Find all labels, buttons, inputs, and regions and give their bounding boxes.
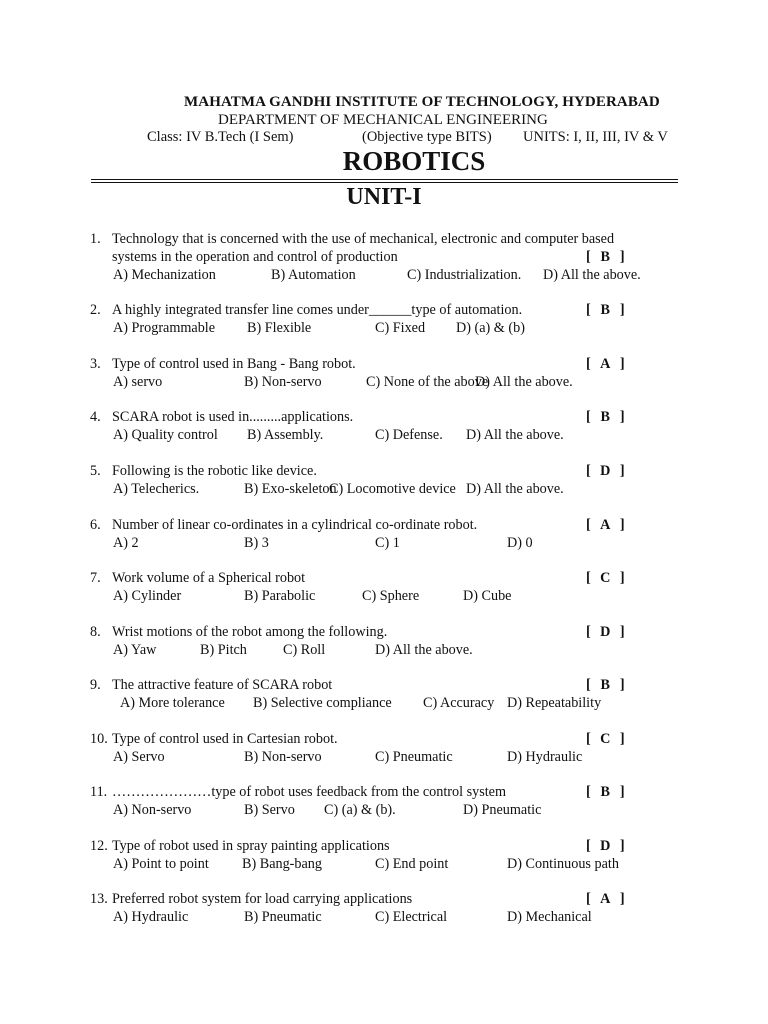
answer-key: A [600,356,611,372]
answer-key: A [600,891,611,907]
institute-name: MAHATMA GANDHI INSTITUTE OF TECHNOLOGY, HYDERABAD [184,94,660,110]
option-c: C) End point [375,856,449,872]
option-b: B) Selective compliance [253,695,392,711]
question-text: Following is the robotic like device. [112,463,317,479]
question-item [0,730,768,766]
question-line [0,837,768,855]
answer-key: B [600,784,611,800]
answer-bracket: [ B ] [586,249,625,265]
answer-key: B [600,249,611,265]
option-a: A) 2 [113,535,139,551]
option-c: C) 1 [375,535,400,551]
option-b: B) Pitch [200,642,247,658]
option-d: D) All the above. [466,481,564,497]
question-line [0,230,768,248]
question-item [0,355,768,391]
answer-key: B [600,677,611,693]
question-item [0,230,768,284]
question-text: Preferred robot system for load carrying applications [112,891,413,907]
question-type-label: (Objective type BITS) [362,129,492,145]
question-line [0,516,768,534]
question-text: Wrist motions of the robot among the following. [112,624,388,640]
option-b: B) Non-servo [244,374,322,390]
option-d: D) Repeatability [507,695,602,711]
question-text: Type of control used in Bang - Bang robot. [112,356,356,372]
question-line [0,783,768,801]
option-b: B) Bang-bang [242,856,322,872]
options-row [0,641,768,659]
page-title: ROBOTICS [342,146,486,176]
options-row [0,855,768,873]
question-number: 11. [90,784,108,800]
option-d: D) All the above. [543,267,641,283]
question-line [0,462,768,480]
answer-key: D [600,463,611,479]
option-d: D) All the above. [466,427,564,443]
question-item [0,516,768,552]
units-label: UNITS: I, II, III, IV & V [523,129,668,145]
question-text: Technology that is concerned with the use of mechanical, electronic and computer based [112,231,615,247]
answer-bracket: [ B ] [586,677,625,693]
answer-bracket: [ B ] [586,409,625,425]
answer-key: B [600,409,611,425]
option-a: A) servo [113,374,163,390]
answer-key: C [600,570,611,586]
question-line [0,623,768,641]
question-text: SCARA robot is used in.........applications. [112,409,354,425]
question-line [0,569,768,587]
answer-key: C [600,731,611,747]
option-a: A) Hydraulic [113,909,189,925]
question-number: 6. [90,517,101,533]
options-row [0,480,768,498]
question-line [0,890,768,908]
question-item [0,837,768,873]
question-number: 4. [90,409,101,425]
question-text: A highly integrated transfer line comes under______type of automation. [112,302,523,318]
question-item [0,462,768,498]
options-row [0,373,768,391]
option-d: D) All the above. [475,374,573,390]
question-text: …………………type of robot uses feedback from the control system [112,784,507,800]
answer-bracket: [ A ] [586,517,625,533]
options-row [0,748,768,766]
question-item [0,408,768,444]
option-d: D) All the above. [375,642,473,658]
question-number: 7. [90,570,101,586]
question-line [0,248,768,266]
answer-key: D [600,838,611,854]
answer-bracket: [ A ] [586,356,625,372]
option-a: A) Point to point [113,856,209,872]
option-b: B) Pneumatic [244,909,322,925]
options-row [0,587,768,605]
answer-bracket: [ C ] [586,731,625,747]
answer-bracket: [ D ] [586,463,625,479]
option-d: D) Hydraulic [507,749,583,765]
question-number: 12. [90,838,108,854]
answer-bracket: [ D ] [586,624,625,640]
option-c: C) Locomotive device [329,481,456,497]
option-b: B) Parabolic [244,588,316,604]
option-c: C) None of the above [366,374,489,390]
option-b: B) Flexible [247,320,312,336]
option-c: C) Sphere [362,588,420,604]
option-c: C) Industrialization. [407,267,522,283]
option-b: B) Servo [244,802,295,818]
question-item [0,783,768,819]
question-line [0,676,768,694]
question-line [0,730,768,748]
option-d: D) Pneumatic [463,802,542,818]
option-c: C) Roll [283,642,326,658]
option-d: D) 0 [507,535,533,551]
option-a: A) Yaw [113,642,157,658]
class-label: Class: IV B.Tech (I Sem) [147,129,294,145]
question-item [0,301,768,337]
answer-key: A [600,517,611,533]
options-row [0,908,768,926]
option-a: A) Quality control [113,427,218,443]
question-text: Work volume of a Spherical robot [112,570,306,586]
answer-bracket: [ B ] [586,784,625,800]
option-c: C) Defense. [375,427,443,443]
question-line [0,355,768,373]
question-number: 5. [90,463,101,479]
question-number: 1. [90,231,101,247]
question-number: 8. [90,624,101,640]
option-b: B) Automation [271,267,356,283]
option-c: C) Electrical [375,909,448,925]
question-number: 13. [90,891,108,907]
option-d: D) (a) & (b) [456,320,525,336]
option-a: A) Servo [113,749,165,765]
question-line [0,301,768,319]
options-row [0,801,768,819]
option-a: A) Telecherics. [113,481,200,497]
question-text: Type of robot used in spray painting applications [112,838,390,854]
option-d: D) Continuous path [507,856,619,872]
question-item [0,676,768,712]
option-a: A) More tolerance [120,695,225,711]
options-row [0,534,768,552]
option-b: B) Exo-skeleton [244,481,337,497]
answer-key: B [600,302,611,318]
options-row [0,319,768,337]
title-rule-top [91,179,678,180]
answer-bracket: [ B ] [586,302,625,318]
question-item [0,890,768,926]
question-number: 3. [90,356,101,372]
option-c: C) Accuracy [423,695,495,711]
options-row [0,266,768,284]
unit-heading: UNIT-I [346,184,422,210]
option-d: D) Mechanical [507,909,592,925]
question-number: 10. [90,731,108,747]
question-number: 2. [90,302,101,318]
option-c: C) Fixed [375,320,426,336]
answer-bracket: [ A ] [586,891,625,907]
option-a: A) Non-servo [113,802,192,818]
options-row [0,426,768,444]
question-item [0,623,768,659]
question-text: Number of linear co-ordinates in a cylindrical co-ordinate robot. [112,517,478,533]
option-a: A) Cylinder [113,588,182,604]
option-b: B) Non-servo [244,749,322,765]
option-b: B) 3 [244,535,269,551]
option-a: A) Mechanization [113,267,216,283]
question-text: The attractive feature of SCARA robot [112,677,333,693]
option-c: C) Pneumatic [375,749,453,765]
option-c: C) (a) & (b). [324,802,396,818]
option-d: D) Cube [463,588,512,604]
options-row [0,694,768,712]
question-text: systems in the operation and control of production [112,249,398,265]
answer-key: D [600,624,611,640]
answer-bracket: [ C ] [586,570,625,586]
answer-bracket: [ D ] [586,838,625,854]
question-item [0,569,768,605]
question-line [0,408,768,426]
question-text: Type of control used in Cartesian robot. [112,731,338,747]
question-number: 9. [90,677,101,693]
title-rule-bottom [91,182,678,183]
option-b: B) Assembly. [247,427,324,443]
department-name: DEPARTMENT OF MECHANICAL ENGINEERING [218,112,548,128]
option-a: A) Programmable [113,320,216,336]
